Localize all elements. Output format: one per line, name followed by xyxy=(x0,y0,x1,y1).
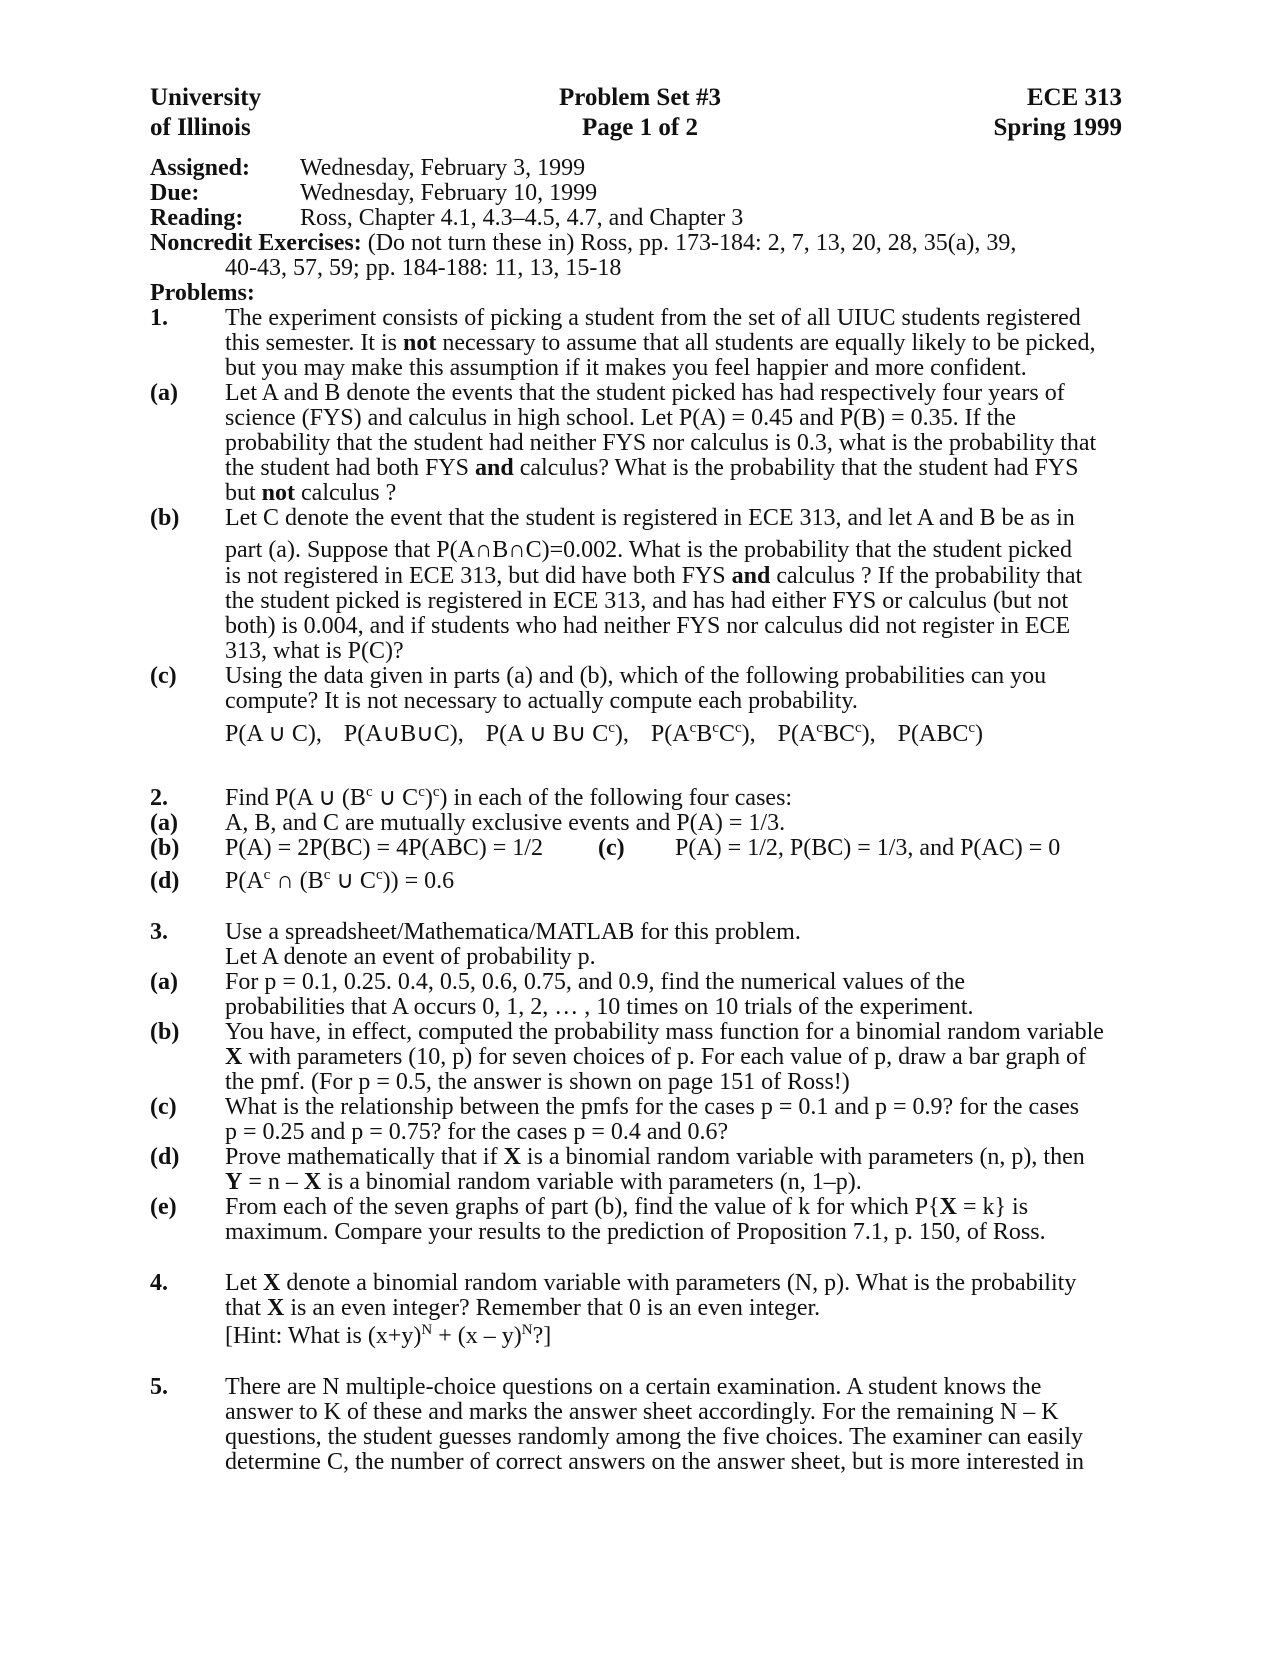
p3-e-line2: maximum. Compare your results to the prediction of Proposition 7.1, p. 150, of Ross. xyxy=(225,1219,1046,1245)
header-course xyxy=(880,83,1122,143)
p1-intro-line3: but you may make this assumption if it makes you feel happier and more confident. xyxy=(225,355,1027,381)
p4-line2: that X is an even integer? Remember that 0 is an even integer. xyxy=(225,1295,821,1321)
p1-a-line4: the student had both FYS and calculus? What is the probability that the student had FYS xyxy=(225,455,1079,481)
problem-2-number: 2. xyxy=(150,785,168,811)
problem-5-number: 5. xyxy=(150,1374,168,1400)
p1-b-line6: 313, what is P(C)? xyxy=(225,638,404,664)
p1-b-line5: both) is 0.004, and if students who had neither FYS nor calculus did not register in ECE xyxy=(225,613,1071,639)
p2-intro: Find P(A ∪ ($B^c$ ∪ $C^c)^c$) in each of the following four cases: xyxy=(225,784,793,811)
p2-d: $P(A^c$ ∩ ($B^c$ ∪ $C^c)) = 0.6$ xyxy=(225,867,455,894)
problems-label: Problems: xyxy=(150,280,255,306)
header-title xyxy=(500,83,780,143)
due-label: Due: xyxy=(150,180,200,206)
p1-c-line1: Using the data given in parts (a) and (b), which of the following probabilities can you xyxy=(225,663,1047,689)
p3-c-line1: What is the relationship between the pmfs for the cases p = 0.1 and p = 0.9? for the cases xyxy=(225,1094,1080,1120)
due-value: Wednesday, February 10, 1999 xyxy=(300,180,598,206)
p2-d-label: (d) xyxy=(150,868,180,894)
p3-a-line2: probabilities that A occurs 0, 1, 2, … , 10 times on 10 trials of the experiment. xyxy=(225,994,974,1020)
p3-d-label: (d) xyxy=(150,1144,180,1170)
header-center-line1: Problem Set #3 xyxy=(558,84,721,111)
p1-b-label: (b) xyxy=(150,505,180,531)
p3-e-line1: From each of the seven graphs of part (b), find the value of k for which P{X = k} is xyxy=(225,1194,1029,1220)
p3-intro-line1: Use a spreadsheet/Mathematica/MATLAB for this problem. xyxy=(225,919,801,945)
assigned-label: Assigned: xyxy=(150,155,251,181)
p2-c: P(A) = 1/2, P(BC) = 1/3, and P(AC) = 0 xyxy=(675,835,1061,861)
p2-a-label: (a) xyxy=(150,810,178,836)
p5-line1: There are N multiple-choice questions on a certain examination. A student knows the xyxy=(225,1374,1042,1400)
p1-a-line3: probability that the student had neither FYS nor calculus is 0.3, what is the probability that xyxy=(225,430,1097,456)
p3-b-label: (b) xyxy=(150,1019,180,1045)
p1-c-probabilities: P(A ∪ C), P(A∪B∪C), P(A ∪ B∪ $C^c$), $P(A^cB^cC^c)$, $P(A^cBC^c)$, P(ABC$^c$) xyxy=(225,720,984,747)
p3-c-label: (c) xyxy=(150,1094,177,1120)
p1-a-line1: Let A and B denote the events that the student picked has had respectively four years of xyxy=(225,380,1065,406)
problem-3-number: 3. xyxy=(150,919,168,945)
p3-d-line2: Y = n – X is a binomial random variable with parameters (n, 1–p). xyxy=(225,1169,862,1195)
prob-item: P(A ∪ B∪ C xyxy=(485,721,609,747)
p1-c-label: (c) xyxy=(150,663,177,689)
problem-1-number: 1. xyxy=(150,305,168,331)
p3-b-line1: You have, in effect, computed the probability mass function for a binomial random variable xyxy=(225,1019,1104,1045)
assigned-value: Wednesday, February 3, 1999 xyxy=(300,155,586,181)
p1-a-line2: science (FYS) and calculus in high school. Let P(A) = 0.45 and P(B) = 0.35. If the xyxy=(225,405,1016,431)
header-institution xyxy=(150,83,261,143)
header-right-line1: ECE 313 xyxy=(1026,84,1122,111)
p2-a: A, B, and C are mutually exclusive events and P(A) = 1/3. xyxy=(225,810,786,836)
p5-line2: answer to K of these and marks the answer sheet accordingly. For the remaining N – K xyxy=(225,1399,1059,1425)
p1-b-line3: is not registered in ECE 313, but did have both FYS and calculus ? If the probability that xyxy=(225,563,1083,589)
p2-b: P(A) = 2P(BC) = 4P(ABC) = 1/2 xyxy=(225,835,543,861)
p4-hint: [Hint: What is $(x+y)^N + (x$ – y)$^N$?] xyxy=(225,1322,552,1349)
p3-b-line3: the pmf. (For p = 0.5, the answer is shown on page 151 of Ross!) xyxy=(225,1069,850,1095)
p1-c-line2: compute? It is not necessary to actually compute each probability. xyxy=(225,688,858,714)
p1-a-line5: but not calculus ? xyxy=(225,480,397,506)
p3-d-line1: Prove mathematically that if X is a binomial random variable with parameters (n, p), then xyxy=(225,1144,1085,1170)
p3-a-line1: For p = 0.1, 0.25. 0.4, 0.5, 0.6, 0.75, and 0.9, find the numerical values of the xyxy=(225,969,966,995)
noncredit-line xyxy=(150,231,1016,256)
header-left-line2: of Illinois xyxy=(150,114,251,141)
p5-line4: determine C, the number of correct answers on the answer sheet, but is more interested in xyxy=(225,1449,1085,1475)
header-left-line1: University xyxy=(150,84,262,111)
header-center-line2: Page 1 of 2 xyxy=(582,114,698,141)
noncredit-line1: (Do not turn these in) Ross, pp. 173-184: 2, 7, 13, 20, 28, 35(a), 39, xyxy=(367,230,1017,256)
p3-b-line2: X with parameters (10, p) for seven choices of p. For each value of p, draw a bar graph of xyxy=(225,1044,1087,1070)
p3-intro-line2: Let A denote an event of probability p. xyxy=(225,944,596,970)
p3-c-line2: p = 0.25 and p = 0.75? for the cases p = 0.4 and 0.6? xyxy=(225,1119,729,1145)
p1-intro-line2: this semester. It is not necessary to assume that all students are equally likely to be picked, xyxy=(225,330,1096,356)
p3-e-label: (e) xyxy=(150,1194,177,1220)
prob-item: P(A∪B∪C), xyxy=(343,721,464,747)
reading-label: Reading: xyxy=(150,205,244,231)
problem-4-number: 4. xyxy=(150,1270,168,1296)
p2-c-label: (c) xyxy=(598,835,625,861)
p3-a-label: (a) xyxy=(150,969,178,995)
p1-a-label: (a) xyxy=(150,380,178,406)
p1-b-line1: Let C denote the event that the student is registered in ECE 313, and let A and B be as in xyxy=(225,505,1075,531)
p4-line1: Let X denote a binomial random variable with parameters (N, p). What is the probability xyxy=(225,1270,1077,1296)
p1-intro-line1: The experiment consists of picking a student from the set of all UIUC students registered xyxy=(225,305,1081,331)
reading-value: Ross, Chapter 4.1, 4.3–4.5, 4.7, and Chapter 3 xyxy=(300,205,744,231)
p1-b-line2: part (a). Suppose that P(A∩B∩C)=0.002. What is the probability that the student picked xyxy=(225,537,1072,563)
p2-b-label: (b) xyxy=(150,835,180,861)
header-right-line2: Spring 1999 xyxy=(993,114,1122,141)
p1-b-line4: the student picked is registered in ECE 313, and has had either FYS or calculus (but not xyxy=(225,588,1069,614)
noncredit-line2: 40-43, 57, 59; pp. 184-188: 11, 13, 15-18 xyxy=(225,255,622,281)
noncredit-label: Noncredit Exercises: xyxy=(150,230,362,256)
prob-item: P(A ∪ C), xyxy=(225,721,322,747)
p5-line3: questions, the student guesses randomly among the five choices. The examiner can easily xyxy=(225,1424,1083,1450)
